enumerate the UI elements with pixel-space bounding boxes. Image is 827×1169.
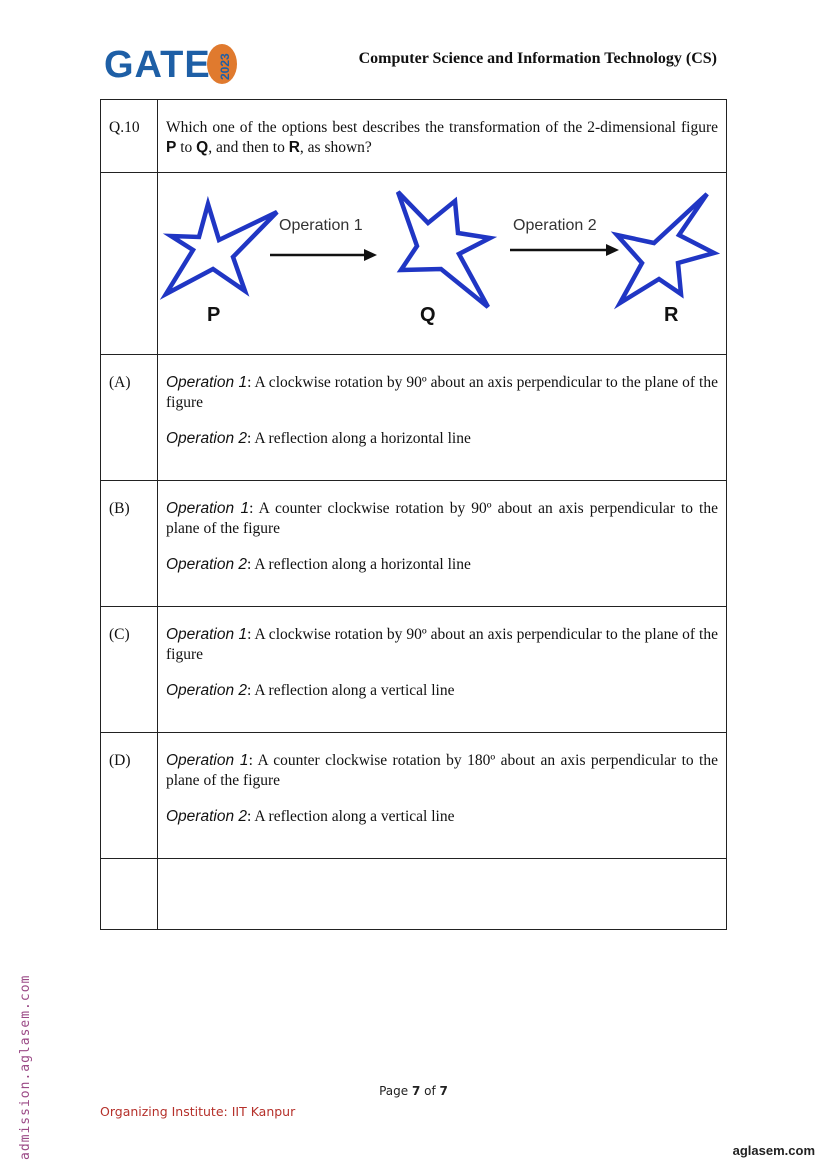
page-current: 7 — [411, 1084, 421, 1098]
exam-title: Computer Science and Information Technology (CS) — [358, 50, 717, 67]
op1-text: : A counter clockwise rotation by 90º about an axis perpendicular to the plane of the figure — [166, 500, 718, 537]
option-c-text[interactable] — [158, 607, 727, 733]
question-to: to — [176, 139, 197, 156]
option-c-op2 — [166, 681, 718, 701]
operation-2-label: Operation 2 — [513, 217, 597, 234]
question-text-post: , as shown? — [299, 139, 372, 156]
figure-row — [101, 173, 727, 355]
op2-text: : A reflection along a vertical line — [247, 808, 455, 825]
label-q: Q — [420, 304, 436, 326]
option-label: (C) — [101, 607, 158, 733]
transformation-figure — [158, 173, 726, 348]
op1-name: Operation 1 — [166, 752, 249, 769]
op1-name: Operation 1 — [166, 626, 248, 643]
star-q — [398, 192, 490, 307]
option-row-a — [101, 355, 727, 481]
question-then: , and then to — [208, 139, 289, 156]
arrow-2-head — [606, 244, 619, 256]
option-d-op2 — [166, 807, 718, 827]
option-label: (D) — [101, 733, 158, 859]
page-total: 7 — [439, 1084, 448, 1098]
option-d-text[interactable] — [158, 733, 727, 859]
op2-name: Operation 2 — [166, 682, 247, 699]
option-b-text[interactable] — [158, 481, 727, 607]
corner-watermark: aglasem.com — [732, 1143, 815, 1158]
label-p: P — [207, 304, 221, 326]
figure-cell — [158, 173, 727, 355]
option-a-op1 — [166, 373, 718, 413]
question-row — [101, 100, 727, 173]
op2-name: Operation 2 — [166, 430, 247, 447]
option-d-op1 — [166, 751, 718, 791]
question-number: Q.10 — [101, 100, 158, 173]
op2-text: : A reflection along a horizontal line — [247, 556, 471, 573]
page-of: of — [420, 1084, 440, 1098]
figure-empty-cell — [101, 173, 158, 355]
empty-cell-left — [101, 859, 158, 930]
page-prefix: Page — [379, 1084, 412, 1098]
op1-text: : A clockwise rotation by 90º about an axis perpendicular to the plane of the figure — [166, 626, 718, 663]
op2-name: Operation 2 — [166, 556, 247, 573]
question-p: P — [166, 139, 177, 156]
op1-text: : A clockwise rotation by 90º about an axis perpendicular to the plane of the figure — [166, 374, 718, 411]
question-r: R — [288, 139, 300, 156]
question-text-pre: Which one of the options best describes the transformation of the 2-dimensional figure — [166, 119, 718, 136]
option-row-d — [101, 733, 727, 859]
organizing-institute: Organizing Institute: IIT Kanpur — [100, 1104, 296, 1119]
op2-text: : A reflection along a vertical line — [247, 682, 455, 699]
option-a-text[interactable] — [158, 355, 727, 481]
option-c-op1 — [166, 625, 718, 665]
label-r: R — [664, 304, 679, 326]
question-q: Q — [196, 139, 209, 156]
option-b-op2 — [166, 555, 718, 575]
op2-name: Operation 2 — [166, 808, 247, 825]
star-r — [617, 194, 714, 303]
side-watermark: admission.aglasem.com — [18, 974, 33, 1160]
option-a-op2 — [166, 429, 718, 449]
option-label: (A) — [101, 355, 158, 481]
empty-row — [101, 859, 727, 930]
option-row-b — [101, 481, 727, 607]
star-p — [166, 204, 277, 294]
question-table — [100, 99, 727, 930]
logo-text: GATE — [104, 44, 211, 86]
operation-1-label: Operation 1 — [279, 217, 363, 234]
op1-text: : A counter clockwise rotation by 180º about an axis perpendicular to the plane of the figure — [166, 752, 718, 789]
op1-name: Operation 1 — [166, 374, 248, 391]
gate-logo — [104, 40, 244, 90]
option-row-c — [101, 607, 727, 733]
option-b-op1 — [166, 499, 718, 539]
op2-text: : A reflection along a horizontal line — [247, 430, 471, 447]
empty-cell-right — [158, 859, 727, 930]
op1-name: Operation 1 — [166, 500, 250, 517]
logo-year: 2023 — [218, 53, 232, 80]
question-text — [158, 100, 727, 173]
page-number — [0, 1084, 827, 1098]
option-label: (B) — [101, 481, 158, 607]
arrow-1-head — [364, 249, 377, 261]
